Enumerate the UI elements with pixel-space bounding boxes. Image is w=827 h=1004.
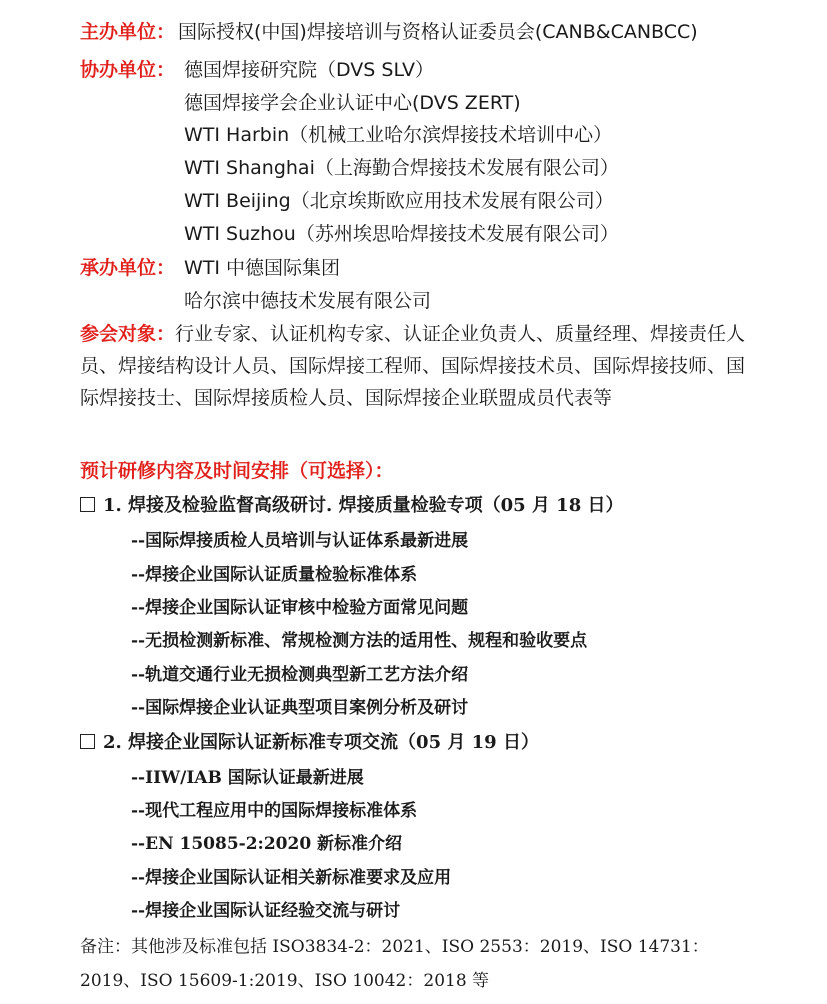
topic-item: --焊接企业国际认证审核中检验方面常见问题 bbox=[131, 598, 469, 618]
checkbox-2[interactable] bbox=[80, 734, 95, 749]
undertaker-item: 哈尔滨中德技术发展有限公司 bbox=[184, 290, 432, 312]
host-label: 主办单位： bbox=[80, 21, 176, 43]
co-organizer-item: WTI Harbin（机械工业哈尔滨焊接技术培训中心） bbox=[184, 124, 613, 146]
topic-item: --IIW/IAB 国际认证最新进展 bbox=[131, 768, 364, 788]
co-organizer-item: WTI Suzhou（苏州埃思哈焊接技术发展有限公司） bbox=[184, 223, 619, 245]
schedule-heading: 预计研修内容及时间安排（可选择）： bbox=[80, 460, 394, 482]
co-organizer-item: WTI Beijing（北京埃斯欧应用技术发展有限公司） bbox=[184, 190, 614, 212]
host-value: 国际授权(中国)焊接培训与资格认证委员会(CANB&CANBCC) bbox=[178, 21, 698, 43]
undertaker-label: 承办单位： bbox=[80, 257, 176, 279]
topic-item: --EN 15085-2:2020 新标准介绍 bbox=[131, 834, 403, 854]
co-organizer-item: 德国焊接学会企业认证中心(DVS ZERT) bbox=[184, 92, 521, 114]
co-organizer-item: 德国焊接研究院（DVS SLV） bbox=[184, 59, 434, 81]
participants-label: 参会对象： bbox=[80, 323, 176, 345]
schedule-item-2-title: 2. 焊接企业国际认证新标准专项交流（05 月 19 日） bbox=[103, 732, 539, 753]
participants-text: 行业专家、认证机构专家、认证企业负责人、质量经理、焊接责任人员、焊接结构设计人员、国际焊接工程师、国际焊接技术员、国际焊接技师、国际焊接技士、国际焊接质检人员、国际焊接企业联盟成员代表等 bbox=[80, 323, 746, 409]
topic-item: --轨道交通行业无损检测典型新工艺方法介绍 bbox=[131, 665, 469, 685]
co-organizer-label: 协办单位： bbox=[80, 59, 176, 81]
schedule-item-1-title: 1. 焊接及检验监督高级研讨. 焊接质量检验专项（05 月 18 日） bbox=[103, 495, 624, 516]
checkbox-1[interactable] bbox=[80, 497, 95, 512]
schedule-item-1 bbox=[80, 494, 624, 518]
remark-note: 备注：其他涉及标准包括 ISO3834-2：2021、ISO 2553：2019、ISO 14731：2019、ISO 15609-1:2019、ISO 10042：2018 等 bbox=[80, 937, 709, 991]
participants-paragraph bbox=[80, 318, 750, 414]
topic-item: --无损检测新标准、常规检测方法的适用性、规程和验收要点 bbox=[131, 631, 588, 651]
topic-item: --国际焊接企业认证典型项目案例分析及研讨 bbox=[131, 698, 469, 718]
topic-item: --国际焊接质检人员培训与认证体系最新进展 bbox=[131, 531, 469, 551]
co-organizer-item: WTI Shanghai（上海勤合焊接技术发展有限公司） bbox=[184, 157, 619, 179]
topic-item: --焊接企业国际认证质量检验标准体系 bbox=[131, 565, 418, 585]
undertaker-item: WTI 中德国际集团 bbox=[184, 257, 341, 279]
topic-item: --焊接企业国际认证相关新标准要求及应用 bbox=[131, 868, 452, 888]
schedule-item-2 bbox=[80, 731, 539, 755]
topic-item: --焊接企业国际认证经验交流与研讨 bbox=[131, 901, 401, 921]
topic-item: --现代工程应用中的国际焊接标准体系 bbox=[131, 801, 418, 821]
